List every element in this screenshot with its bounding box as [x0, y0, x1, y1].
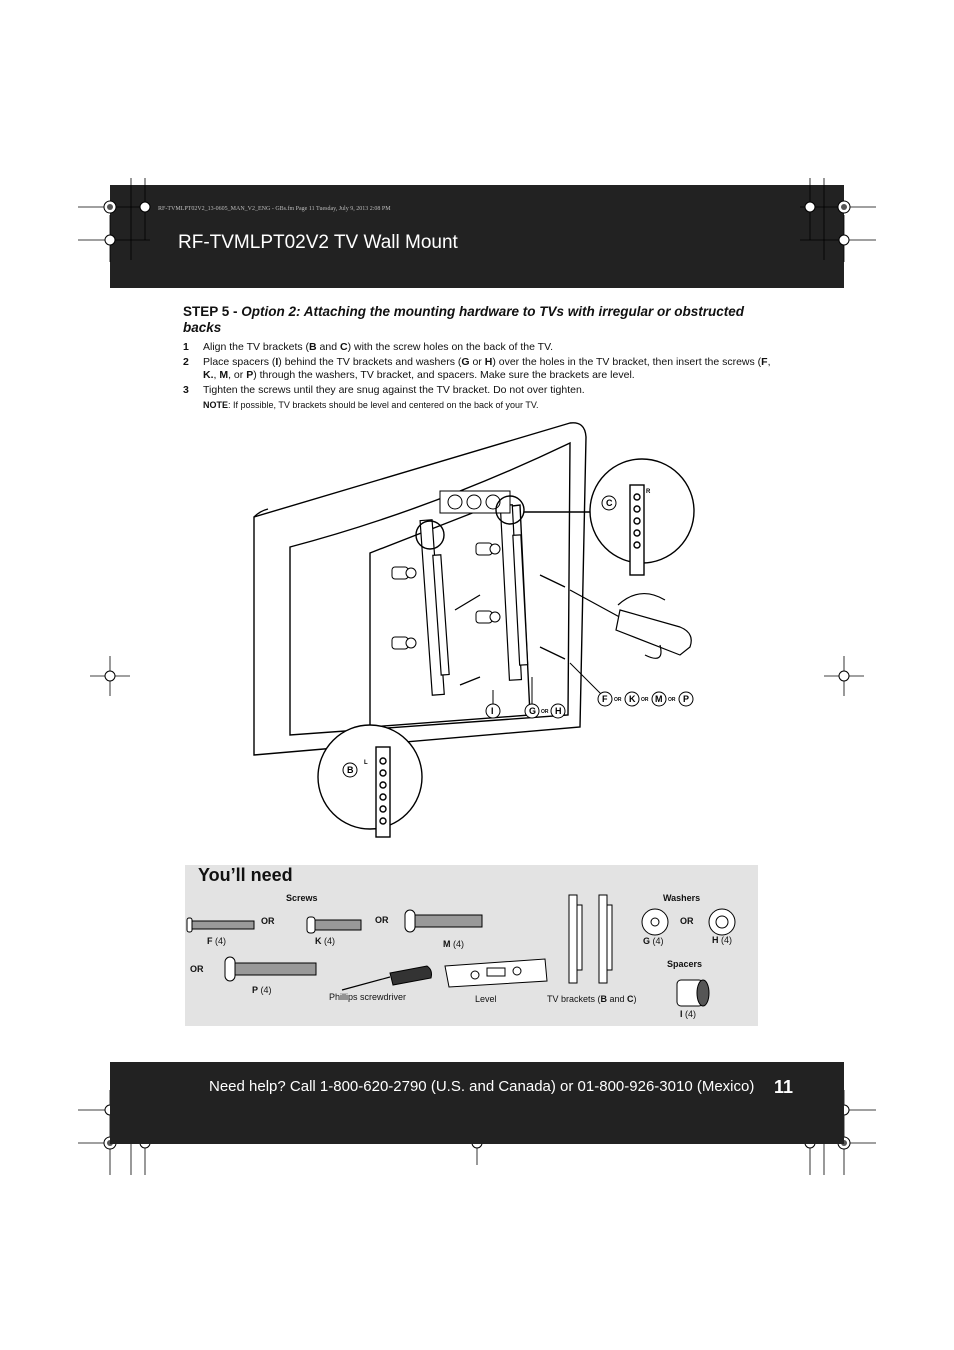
callout-or-1: OR [541, 709, 549, 715]
or-label-1: OR [261, 916, 275, 926]
spacer-i-label: I (4) [680, 1009, 697, 1019]
callout-p: P [683, 694, 690, 704]
callout-or-2: OR [614, 697, 622, 703]
step-heading: STEP 5 - Option 2: Attaching the mounting hardware to TVs with irregular or obstructed backs [183, 304, 745, 335]
print-slug: RF-TVMLPT02V2_13-0605_MAN_V2_ENG - GBs.fm Page 11 Tuesday, July 9, 2013 2:08 PM [158, 206, 391, 212]
callout-c: C [606, 498, 613, 508]
screw-m-icon [405, 910, 482, 932]
page-number: 11 [774, 1077, 794, 1097]
washers-heading: Washers [663, 893, 701, 903]
you-need-title: You’ll need [198, 865, 293, 885]
tv-brackets-label: TV brackets (B and C) [547, 994, 637, 1004]
crop-mark-tr [800, 178, 876, 262]
tv-bracket-b-icon [569, 895, 582, 983]
screw-m-label: M (4) [443, 939, 465, 949]
instruction-3: 3 Tighten the screws until they are snug against the TV bracket. Do not over tighten. [183, 384, 585, 396]
screw-p-label: P (4) [252, 985, 272, 995]
screw-p-icon [225, 957, 316, 981]
you-need-illustrations [185, 865, 758, 1026]
page-title: RF-TVMLPT02V2 TV Wall Mount [178, 232, 458, 253]
screw-k-icon [307, 917, 361, 933]
or-label-4: OR [680, 916, 694, 926]
level-icon [445, 959, 547, 987]
or-label-3: OR [190, 964, 204, 974]
callout-f: F [602, 694, 608, 704]
washer-g-icon [642, 909, 668, 935]
callout-or-3: OR [641, 697, 649, 703]
screw-f-icon [187, 918, 254, 932]
callout-i: I [491, 706, 494, 716]
callout-m: M [655, 694, 663, 704]
washer-h-icon [709, 909, 735, 935]
washer-g-label: G (4) [643, 936, 664, 946]
screwdriver [570, 590, 691, 658]
callout-k: K [629, 694, 636, 704]
callout-h: H [555, 706, 562, 716]
screwdriver-label: Phillips screwdriver [329, 992, 407, 1002]
or-label-2: OR [375, 915, 389, 925]
footer-band [110, 1062, 844, 1144]
instruction-1: 1 Align the TV brackets (B and C) with the screw holes on the back of the TV. [183, 341, 554, 353]
washer-h-label: H (4) [712, 935, 733, 945]
instruction-2: 2 Place spacers (I) behind the TV brackets and washers (G or H) over the holes in the TV bracket, then insert the screws (F, K., M, or P) through the washers, TV bracket, and spacers. Make sure the brackets are level. [183, 356, 771, 381]
screws-heading: Screws [286, 893, 318, 903]
screw-f-label: F (4) [207, 936, 227, 946]
callout-g: G [529, 706, 537, 716]
spacers-heading: Spacers [667, 959, 703, 969]
screwdriver-icon [342, 966, 432, 990]
spacer-i-icon [677, 980, 709, 1006]
tv-mount-illustration [240, 415, 710, 840]
note: NOTE: If possible, TV brackets should be level and centered on the back of your TV. [203, 400, 539, 410]
screw-k-label: K (4) [315, 936, 336, 946]
help-line: Need help? Call 1-800-620-2790 (U.S. and Canada) or 01-800-926-3010 (Mexico) [209, 1078, 755, 1095]
callout-or-4: OR [668, 697, 676, 703]
callout-r: R [646, 489, 651, 495]
callout-b: B [347, 765, 354, 775]
level-label: Level [475, 994, 497, 1004]
crop-mark-tl [78, 178, 150, 262]
tv-bracket-c-icon [599, 895, 612, 983]
callout-l: L [364, 760, 368, 766]
